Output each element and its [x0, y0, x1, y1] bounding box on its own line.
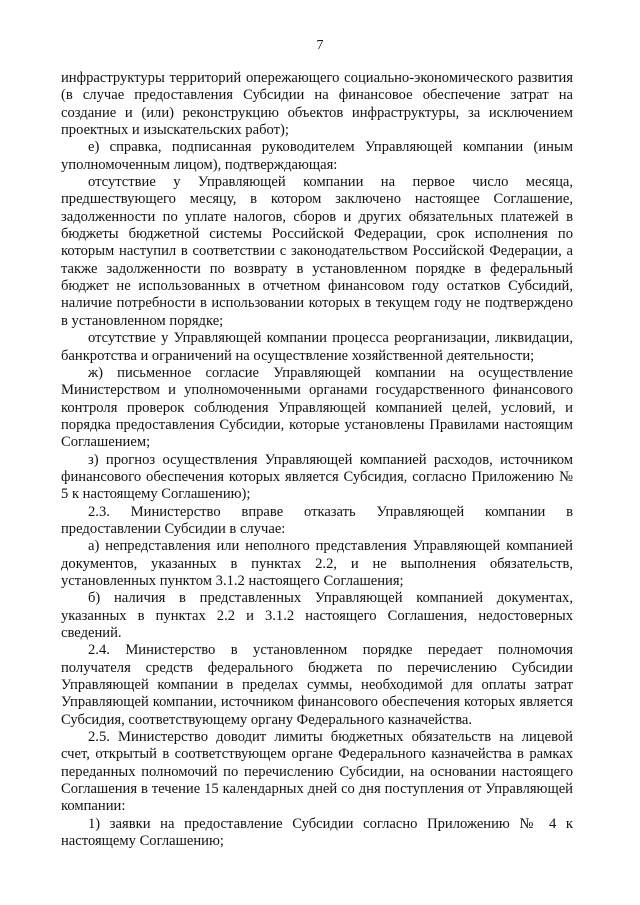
paragraph-clause-2-3: 2.3. Министерство вправе отказать Управляющей компании в предоставлении Субсидии в случае: [61, 503, 573, 537]
paragraph-item-e: е) справка, подписанная руководителем Управляющей компании (иным уполномоченным лицом), подтверждающая: [61, 139, 573, 173]
document-body [61, 70, 573, 850]
paragraph-item-b: б) наличия в представленных Управляющей компанией документах, указанных в пунктах 2.2 и 3.1.2 настоящего Соглашения, недостоверных сведений. [61, 590, 573, 641]
paragraph-clause-2-5: 2.5. Министерство доводит лимиты бюджетных обязательств на лицевой счет, открытый в соответствующем органе Федерального казначейства в рамках переданных полномочий по перечислению Субсидии, на основании настоящего Соглашения в течение 15 календарных дней со дня поступления от Управляющей компании: [61, 729, 573, 815]
page-number: 7 [316, 38, 324, 53]
paragraph-no-debt: отсутствие у Управляющей компании на первое число месяца, предшествующего месяцу, в котором заключено настоящее Соглашение, задолженности по уплате налогов, сборов и других обязательных платежей в бюджеты бюджетной системы Российской Федерации, срок исполнения по которым наступил в соответствии с законодательством Российской Федерации, а также задолженности по возврату в установленном порядке в федеральный бюджет не использованных в отчетном финансовом году остатков Субсидий, наличие потребности в использовании которых в текущем году не подтверждено в установленном порядке; [61, 174, 573, 329]
paragraph-item-z: з) прогноз осуществления Управляющей компанией расходов, источником финансового обеспечения которых является Субсидия, согласно Приложению № 5 к настоящему Соглашению); [61, 451, 573, 503]
paragraph-item-zh: ж) письменное согласие Управляющей компании на осуществление Министерством и уполномоченными органами государственного финансового контроля проверок соблюдения Управляющей компанией целей, условий, и порядка предоставления Субсидии, которые установлены Правилами настоящим Соглашением; [61, 364, 573, 451]
paragraph-item-a: а) непредставления или неполного представления Управляющей компанией документов, указанных в пунктах 2.2, и не выполнения обязательств, установленных пунктом 3.1.2 настоящего Соглашения; [61, 538, 573, 589]
paragraph-continuation: инфраструктуры территорий опережающего социально-экономического развития (в случае предоставления Субсидии на финансовое обеспечение затрат на создание и (или) реконструкцию объектов инфраструктуры, за исключением проектных и изыскательских работ); [61, 70, 573, 139]
paragraph-no-reorganization: отсутствие у Управляющей компании процесса реорганизации, ликвидации, банкротства и ограничений на осуществление хозяйственной деятельности; [61, 330, 573, 364]
paragraph-item-1: 1) заявки на предоставление Субсидии согласно Приложению № 4 к настоящему Соглашению; [61, 815, 573, 850]
paragraph-clause-2-4: 2.4. Министерство в установленном порядке передает полномочия получателя средств федерального бюджета по перечислению Субсидии Управляющей компании в пределах суммы, необходимой для оплаты затрат Управляющей компании, источником финансового обеспечения которых является Субсидия, соответствующему органу Федерального казначейства. [61, 642, 573, 728]
